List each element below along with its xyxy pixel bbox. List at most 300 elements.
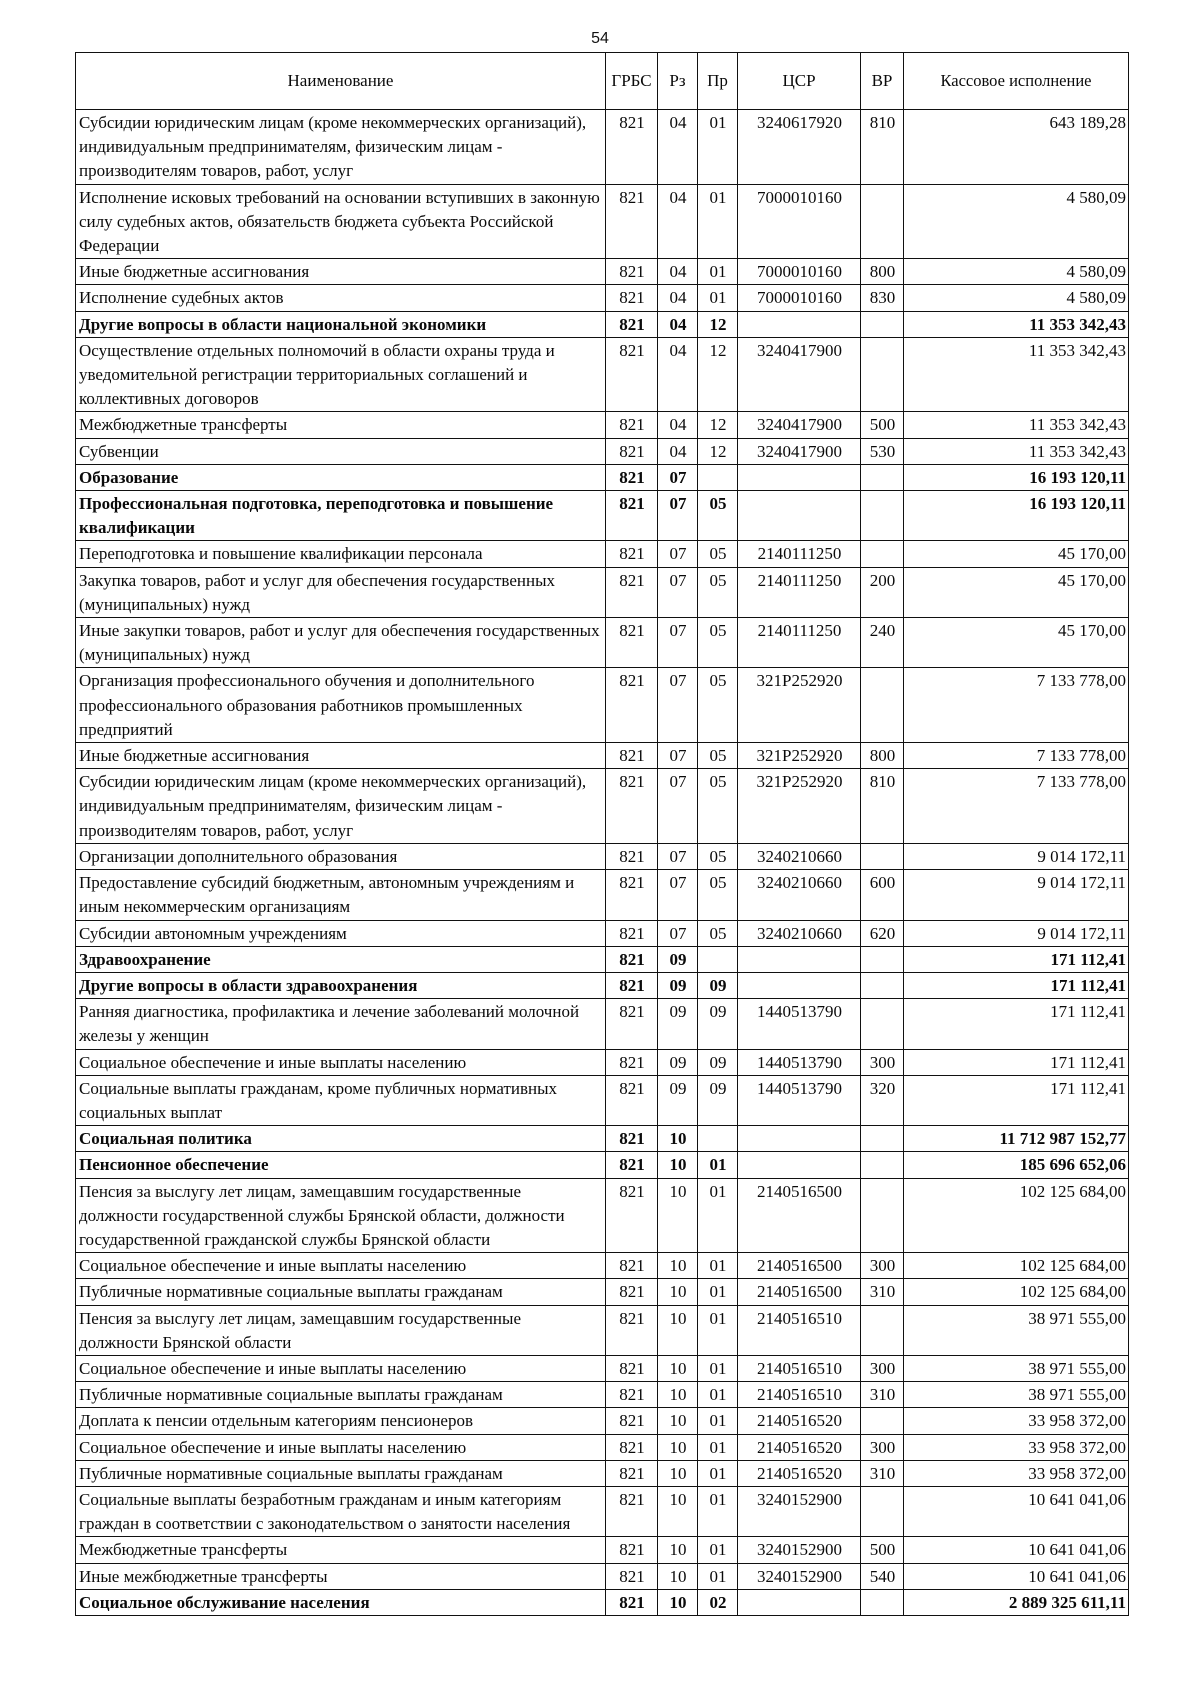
cell-pr: 01 <box>698 1305 738 1355</box>
cell-vr: 300 <box>861 1253 904 1279</box>
cell-pr <box>698 946 738 972</box>
cell-name: Субсидии юридическим лицам (кроме некоммерческих организаций), индивидуальным предпринимателям, физическим лицам - производителям товаров, работ, услуг <box>76 110 606 185</box>
cell-amount: 45 170,00 <box>904 618 1129 668</box>
cell-name: Организации дополнительного образования <box>76 843 606 869</box>
table-row <box>76 311 1129 337</box>
table-row <box>76 337 1129 412</box>
cell-grbs: 821 <box>606 1152 658 1178</box>
cell-amount: 4 580,09 <box>904 285 1129 311</box>
cell-amount: 171 112,41 <box>904 972 1129 998</box>
cell-name: Межбюджетные трансферты <box>76 1537 606 1563</box>
cell-amount: 7 133 778,00 <box>904 769 1129 844</box>
cell-rz: 07 <box>658 464 698 490</box>
cell-rz: 10 <box>658 1408 698 1434</box>
cell-csr: 7000010160 <box>738 259 861 285</box>
column-header-grbs: ГРБС <box>606 53 658 110</box>
column-header-csr: ЦСР <box>738 53 861 110</box>
cell-rz: 04 <box>658 311 698 337</box>
cell-csr: 2140516520 <box>738 1460 861 1486</box>
cell-grbs: 821 <box>606 769 658 844</box>
cell-vr <box>861 946 904 972</box>
cell-vr <box>861 1152 904 1178</box>
cell-vr <box>861 668 904 743</box>
cell-pr: 01 <box>698 1537 738 1563</box>
cell-amount: 10 641 041,06 <box>904 1563 1129 1589</box>
cell-vr: 800 <box>861 743 904 769</box>
cell-amount: 11 712 987 152,77 <box>904 1126 1129 1152</box>
cell-csr: 2140516500 <box>738 1279 861 1305</box>
cell-rz: 07 <box>658 843 698 869</box>
cell-amount: 45 170,00 <box>904 567 1129 617</box>
cell-csr <box>738 1126 861 1152</box>
cell-rz: 07 <box>658 567 698 617</box>
table-row <box>76 1589 1129 1615</box>
cell-name: Субсидии юридическим лицам (кроме некоммерческих организаций), индивидуальным предпринимателям, физическим лицам - производителям товаров, работ, услуг <box>76 769 606 844</box>
cell-name: Социальное обеспечение и иные выплаты населению <box>76 1355 606 1381</box>
cell-vr: 310 <box>861 1382 904 1408</box>
cell-name: Переподготовка и повышение квалификации персонала <box>76 541 606 567</box>
table-row <box>76 1434 1129 1460</box>
cell-rz: 10 <box>658 1382 698 1408</box>
cell-amount: 4 580,09 <box>904 184 1129 259</box>
cell-amount: 102 125 684,00 <box>904 1178 1129 1253</box>
table-row <box>76 1355 1129 1381</box>
cell-vr: 240 <box>861 618 904 668</box>
cell-amount: 185 696 652,06 <box>904 1152 1129 1178</box>
cell-pr: 02 <box>698 1589 738 1615</box>
table-row <box>76 946 1129 972</box>
cell-name: Закупка товаров, работ и услуг для обеспечения государственных (муниципальных) нужд <box>76 567 606 617</box>
cell-name: Организация профессионального обучения и дополнительного профессионального образования работников промышленных предприятий <box>76 668 606 743</box>
cell-name: Публичные нормативные социальные выплаты гражданам <box>76 1382 606 1408</box>
cell-vr <box>861 843 904 869</box>
cell-vr: 810 <box>861 769 904 844</box>
cell-grbs: 821 <box>606 1382 658 1408</box>
cell-vr: 620 <box>861 920 904 946</box>
cell-pr: 01 <box>698 285 738 311</box>
cell-name: Социальная политика <box>76 1126 606 1152</box>
cell-grbs: 821 <box>606 285 658 311</box>
cell-rz: 09 <box>658 972 698 998</box>
cell-name: Доплата к пенсии отдельным категориям пенсионеров <box>76 1408 606 1434</box>
cell-rz: 10 <box>658 1537 698 1563</box>
cell-vr: 310 <box>861 1279 904 1305</box>
cell-csr: 2140111250 <box>738 541 861 567</box>
cell-csr <box>738 464 861 490</box>
cell-name: Другие вопросы в области национальной экономики <box>76 311 606 337</box>
cell-name: Субвенции <box>76 438 606 464</box>
cell-rz: 04 <box>658 110 698 185</box>
cell-pr: 09 <box>698 999 738 1049</box>
cell-grbs: 821 <box>606 1486 658 1536</box>
table-row <box>76 1126 1129 1152</box>
cell-pr: 01 <box>698 1279 738 1305</box>
cell-name: Социальное обеспечение и иные выплаты населению <box>76 1049 606 1075</box>
column-header-vr: ВР <box>861 53 904 110</box>
table-row <box>76 567 1129 617</box>
cell-csr: 3240417900 <box>738 438 861 464</box>
cell-pr: 05 <box>698 870 738 920</box>
cell-name: Иные бюджетные ассигнования <box>76 743 606 769</box>
cell-name: Пенсионное обеспечение <box>76 1152 606 1178</box>
cell-amount: 643 189,28 <box>904 110 1129 185</box>
cell-csr: 1440513790 <box>738 1075 861 1125</box>
table-header-row <box>76 53 1129 110</box>
cell-amount: 9 014 172,11 <box>904 843 1129 869</box>
cell-pr: 01 <box>698 1152 738 1178</box>
cell-name: Социальное обеспечение и иные выплаты населению <box>76 1253 606 1279</box>
cell-grbs: 821 <box>606 1434 658 1460</box>
cell-grbs: 821 <box>606 1126 658 1152</box>
cell-amount: 16 193 120,11 <box>904 464 1129 490</box>
cell-name: Иные закупки товаров, работ и услуг для обеспечения государственных (муниципальных) нужд <box>76 618 606 668</box>
budget-execution-table <box>75 52 1129 1616</box>
cell-rz: 10 <box>658 1126 698 1152</box>
cell-rz: 10 <box>658 1152 698 1178</box>
cell-rz: 10 <box>658 1589 698 1615</box>
cell-vr <box>861 972 904 998</box>
cell-rz: 07 <box>658 870 698 920</box>
cell-amount: 11 353 342,43 <box>904 337 1129 412</box>
cell-pr: 05 <box>698 618 738 668</box>
cell-grbs: 821 <box>606 1563 658 1589</box>
cell-name: Исполнение исковых требований на основании вступивших в законную силу судебных актов, обязательств бюджета субъекта Российской Федерации <box>76 184 606 259</box>
cell-grbs: 821 <box>606 464 658 490</box>
cell-name: Осуществление отдельных полномочий в области охраны труда и уведомительной регистрации территориальных соглашений и коллективных договоров <box>76 337 606 412</box>
cell-csr: 321P252920 <box>738 769 861 844</box>
cell-rz: 10 <box>658 1563 698 1589</box>
cell-amount: 33 958 372,00 <box>904 1408 1129 1434</box>
cell-grbs: 821 <box>606 1279 658 1305</box>
table-row <box>76 1253 1129 1279</box>
table-row <box>76 920 1129 946</box>
cell-name: Образование <box>76 464 606 490</box>
table-row <box>76 1382 1129 1408</box>
table-row <box>76 743 1129 769</box>
cell-vr: 500 <box>861 412 904 438</box>
cell-rz: 04 <box>658 412 698 438</box>
cell-pr: 09 <box>698 972 738 998</box>
cell-rz: 04 <box>658 337 698 412</box>
cell-csr: 1440513790 <box>738 999 861 1049</box>
cell-vr <box>861 1408 904 1434</box>
cell-csr: 3240417900 <box>738 412 861 438</box>
table-row <box>76 412 1129 438</box>
cell-grbs: 821 <box>606 110 658 185</box>
cell-name: Профессиональная подготовка, переподготовка и повышение квалификации <box>76 491 606 541</box>
cell-csr <box>738 1589 861 1615</box>
cell-rz: 10 <box>658 1279 698 1305</box>
cell-grbs: 821 <box>606 567 658 617</box>
cell-rz: 04 <box>658 184 698 259</box>
cell-name: Публичные нормативные социальные выплаты гражданам <box>76 1279 606 1305</box>
cell-pr: 12 <box>698 311 738 337</box>
cell-grbs: 821 <box>606 1408 658 1434</box>
cell-amount: 45 170,00 <box>904 541 1129 567</box>
cell-csr: 3240417900 <box>738 337 861 412</box>
cell-vr: 300 <box>861 1049 904 1075</box>
cell-pr <box>698 1126 738 1152</box>
cell-amount: 11 353 342,43 <box>904 311 1129 337</box>
cell-grbs: 821 <box>606 1075 658 1125</box>
cell-name: Пенсия за выслугу лет лицам, замещавшим государственные должности государственной службы Брянской области, должности государственной гражданской службы Брянской области <box>76 1178 606 1253</box>
cell-pr: 05 <box>698 743 738 769</box>
cell-csr: 2140516510 <box>738 1305 861 1355</box>
cell-rz: 09 <box>658 999 698 1049</box>
cell-pr: 05 <box>698 668 738 743</box>
cell-rz: 07 <box>658 743 698 769</box>
cell-grbs: 821 <box>606 412 658 438</box>
cell-csr <box>738 1152 861 1178</box>
cell-name: Социальное обслуживание населения <box>76 1589 606 1615</box>
cell-grbs: 821 <box>606 541 658 567</box>
cell-pr: 01 <box>698 110 738 185</box>
cell-grbs: 821 <box>606 1460 658 1486</box>
cell-csr <box>738 491 861 541</box>
cell-vr <box>861 184 904 259</box>
table-row <box>76 1537 1129 1563</box>
cell-vr: 300 <box>861 1355 904 1381</box>
cell-vr: 300 <box>861 1434 904 1460</box>
cell-pr: 01 <box>698 184 738 259</box>
table-row <box>76 769 1129 844</box>
cell-rz: 07 <box>658 491 698 541</box>
cell-pr <box>698 464 738 490</box>
cell-vr: 500 <box>861 1537 904 1563</box>
cell-rz: 10 <box>658 1434 698 1460</box>
table-row <box>76 843 1129 869</box>
cell-csr: 2140111250 <box>738 618 861 668</box>
cell-grbs: 821 <box>606 337 658 412</box>
cell-csr: 3240210660 <box>738 843 861 869</box>
table-row <box>76 1486 1129 1536</box>
cell-rz: 07 <box>658 769 698 844</box>
cell-amount: 171 112,41 <box>904 999 1129 1049</box>
cell-grbs: 821 <box>606 743 658 769</box>
cell-csr <box>738 972 861 998</box>
cell-vr <box>861 1589 904 1615</box>
cell-vr <box>861 311 904 337</box>
cell-rz: 04 <box>658 285 698 311</box>
cell-csr: 2140516510 <box>738 1382 861 1408</box>
cell-csr: 2140111250 <box>738 567 861 617</box>
cell-amount: 102 125 684,00 <box>904 1253 1129 1279</box>
cell-grbs: 821 <box>606 946 658 972</box>
cell-name: Ранняя диагностика, профилактика и лечение заболеваний молочной железы у женщин <box>76 999 606 1049</box>
cell-vr: 320 <box>861 1075 904 1125</box>
cell-amount: 10 641 041,06 <box>904 1486 1129 1536</box>
cell-csr: 321P252920 <box>738 668 861 743</box>
cell-amount: 9 014 172,11 <box>904 870 1129 920</box>
cell-name: Социальное обеспечение и иные выплаты населению <box>76 1434 606 1460</box>
cell-pr: 01 <box>698 1253 738 1279</box>
table-row <box>76 1075 1129 1125</box>
cell-grbs: 821 <box>606 491 658 541</box>
cell-amount: 102 125 684,00 <box>904 1279 1129 1305</box>
cell-rz: 10 <box>658 1460 698 1486</box>
cell-pr: 05 <box>698 491 738 541</box>
cell-vr: 830 <box>861 285 904 311</box>
cell-csr: 2140516510 <box>738 1355 861 1381</box>
cell-grbs: 821 <box>606 870 658 920</box>
table-row <box>76 438 1129 464</box>
table-row <box>76 285 1129 311</box>
cell-grbs: 821 <box>606 920 658 946</box>
cell-pr: 12 <box>698 337 738 412</box>
table-row <box>76 259 1129 285</box>
table-row <box>76 1408 1129 1434</box>
cell-grbs: 821 <box>606 1355 658 1381</box>
cell-rz: 10 <box>658 1253 698 1279</box>
cell-name: Другие вопросы в области здравоохранения <box>76 972 606 998</box>
table-row <box>76 1152 1129 1178</box>
cell-rz: 10 <box>658 1178 698 1253</box>
cell-amount: 7 133 778,00 <box>904 668 1129 743</box>
cell-vr: 810 <box>861 110 904 185</box>
cell-vr: 600 <box>861 870 904 920</box>
cell-grbs: 821 <box>606 1253 658 1279</box>
column-header-pr: Пр <box>698 53 738 110</box>
table-row <box>76 1279 1129 1305</box>
cell-csr: 321P252920 <box>738 743 861 769</box>
cell-grbs: 821 <box>606 1049 658 1075</box>
cell-pr: 01 <box>698 1563 738 1589</box>
cell-grbs: 821 <box>606 843 658 869</box>
column-header-amount: Кассовое исполнение <box>904 53 1129 110</box>
cell-pr: 01 <box>698 1178 738 1253</box>
cell-vr <box>861 1178 904 1253</box>
cell-amount: 171 112,41 <box>904 946 1129 972</box>
table-row <box>76 999 1129 1049</box>
cell-grbs: 821 <box>606 259 658 285</box>
column-header-rz: Рз <box>658 53 698 110</box>
cell-amount: 9 014 172,11 <box>904 920 1129 946</box>
cell-pr: 01 <box>698 1408 738 1434</box>
cell-grbs: 821 <box>606 972 658 998</box>
cell-vr: 800 <box>861 259 904 285</box>
cell-csr: 1440513790 <box>738 1049 861 1075</box>
cell-vr <box>861 464 904 490</box>
cell-amount: 38 971 555,00 <box>904 1382 1129 1408</box>
cell-csr: 3240210660 <box>738 870 861 920</box>
cell-pr: 05 <box>698 541 738 567</box>
cell-name: Социальные выплаты безработным гражданам и иным категориям граждан в соответствии с законодательством о занятости населения <box>76 1486 606 1536</box>
cell-grbs: 821 <box>606 999 658 1049</box>
table-row <box>76 184 1129 259</box>
cell-csr: 2140516500 <box>738 1178 861 1253</box>
cell-amount: 11 353 342,43 <box>904 438 1129 464</box>
cell-csr: 3240152900 <box>738 1563 861 1589</box>
cell-pr: 01 <box>698 259 738 285</box>
cell-pr: 05 <box>698 567 738 617</box>
cell-name: Исполнение судебных актов <box>76 285 606 311</box>
cell-vr <box>861 1486 904 1536</box>
cell-amount: 16 193 120,11 <box>904 491 1129 541</box>
cell-amount: 11 353 342,43 <box>904 412 1129 438</box>
cell-vr: 200 <box>861 567 904 617</box>
cell-rz: 10 <box>658 1486 698 1536</box>
cell-grbs: 821 <box>606 311 658 337</box>
cell-grbs: 821 <box>606 668 658 743</box>
cell-pr: 05 <box>698 920 738 946</box>
cell-amount: 4 580,09 <box>904 259 1129 285</box>
cell-csr <box>738 946 861 972</box>
table-row <box>76 668 1129 743</box>
cell-name: Пенсия за выслугу лет лицам, замещавшим государственные должности Брянской области <box>76 1305 606 1355</box>
cell-rz: 07 <box>658 920 698 946</box>
cell-pr: 01 <box>698 1382 738 1408</box>
table-row <box>76 541 1129 567</box>
cell-amount: 38 971 555,00 <box>904 1355 1129 1381</box>
cell-name: Иные межбюджетные трансферты <box>76 1563 606 1589</box>
cell-rz: 09 <box>658 946 698 972</box>
cell-grbs: 821 <box>606 1305 658 1355</box>
cell-csr: 3240210660 <box>738 920 861 946</box>
page-number: 54 <box>591 30 609 47</box>
cell-csr: 3240152900 <box>738 1537 861 1563</box>
cell-vr <box>861 337 904 412</box>
cell-pr: 05 <box>698 769 738 844</box>
cell-vr <box>861 1126 904 1152</box>
cell-amount: 171 112,41 <box>904 1075 1129 1125</box>
table-row <box>76 464 1129 490</box>
cell-grbs: 821 <box>606 1178 658 1253</box>
cell-rz: 09 <box>658 1049 698 1075</box>
cell-vr: 310 <box>861 1460 904 1486</box>
cell-name: Иные бюджетные ассигнования <box>76 259 606 285</box>
cell-amount: 10 641 041,06 <box>904 1537 1129 1563</box>
cell-pr: 09 <box>698 1049 738 1075</box>
cell-rz: 04 <box>658 438 698 464</box>
cell-amount: 33 958 372,00 <box>904 1460 1129 1486</box>
cell-rz: 09 <box>658 1075 698 1125</box>
table-row <box>76 870 1129 920</box>
cell-amount: 2 889 325 611,11 <box>904 1589 1129 1615</box>
cell-grbs: 821 <box>606 438 658 464</box>
cell-name: Предоставление субсидий бюджетным, автономным учреждениям и иным некоммерческим организациям <box>76 870 606 920</box>
table-row <box>76 1049 1129 1075</box>
cell-pr: 01 <box>698 1355 738 1381</box>
cell-rz: 10 <box>658 1305 698 1355</box>
cell-csr: 7000010160 <box>738 285 861 311</box>
cell-csr: 3240152900 <box>738 1486 861 1536</box>
table-row <box>76 491 1129 541</box>
cell-pr: 05 <box>698 843 738 869</box>
table-row <box>76 110 1129 185</box>
cell-csr: 2140516500 <box>738 1253 861 1279</box>
cell-vr: 530 <box>861 438 904 464</box>
cell-grbs: 821 <box>606 184 658 259</box>
cell-csr: 2140516520 <box>738 1434 861 1460</box>
cell-amount: 38 971 555,00 <box>904 1305 1129 1355</box>
cell-amount: 7 133 778,00 <box>904 743 1129 769</box>
cell-amount: 33 958 372,00 <box>904 1434 1129 1460</box>
cell-csr <box>738 311 861 337</box>
cell-pr: 12 <box>698 438 738 464</box>
cell-csr: 2140516520 <box>738 1408 861 1434</box>
cell-name: Социальные выплаты гражданам, кроме публичных нормативных социальных выплат <box>76 1075 606 1125</box>
cell-name: Межбюджетные трансферты <box>76 412 606 438</box>
cell-name: Публичные нормативные социальные выплаты гражданам <box>76 1460 606 1486</box>
cell-csr: 7000010160 <box>738 184 861 259</box>
cell-grbs: 821 <box>606 1589 658 1615</box>
cell-grbs: 821 <box>606 1537 658 1563</box>
cell-pr: 01 <box>698 1486 738 1536</box>
cell-rz: 07 <box>658 541 698 567</box>
cell-vr <box>861 1305 904 1355</box>
cell-pr: 01 <box>698 1460 738 1486</box>
cell-grbs: 821 <box>606 618 658 668</box>
